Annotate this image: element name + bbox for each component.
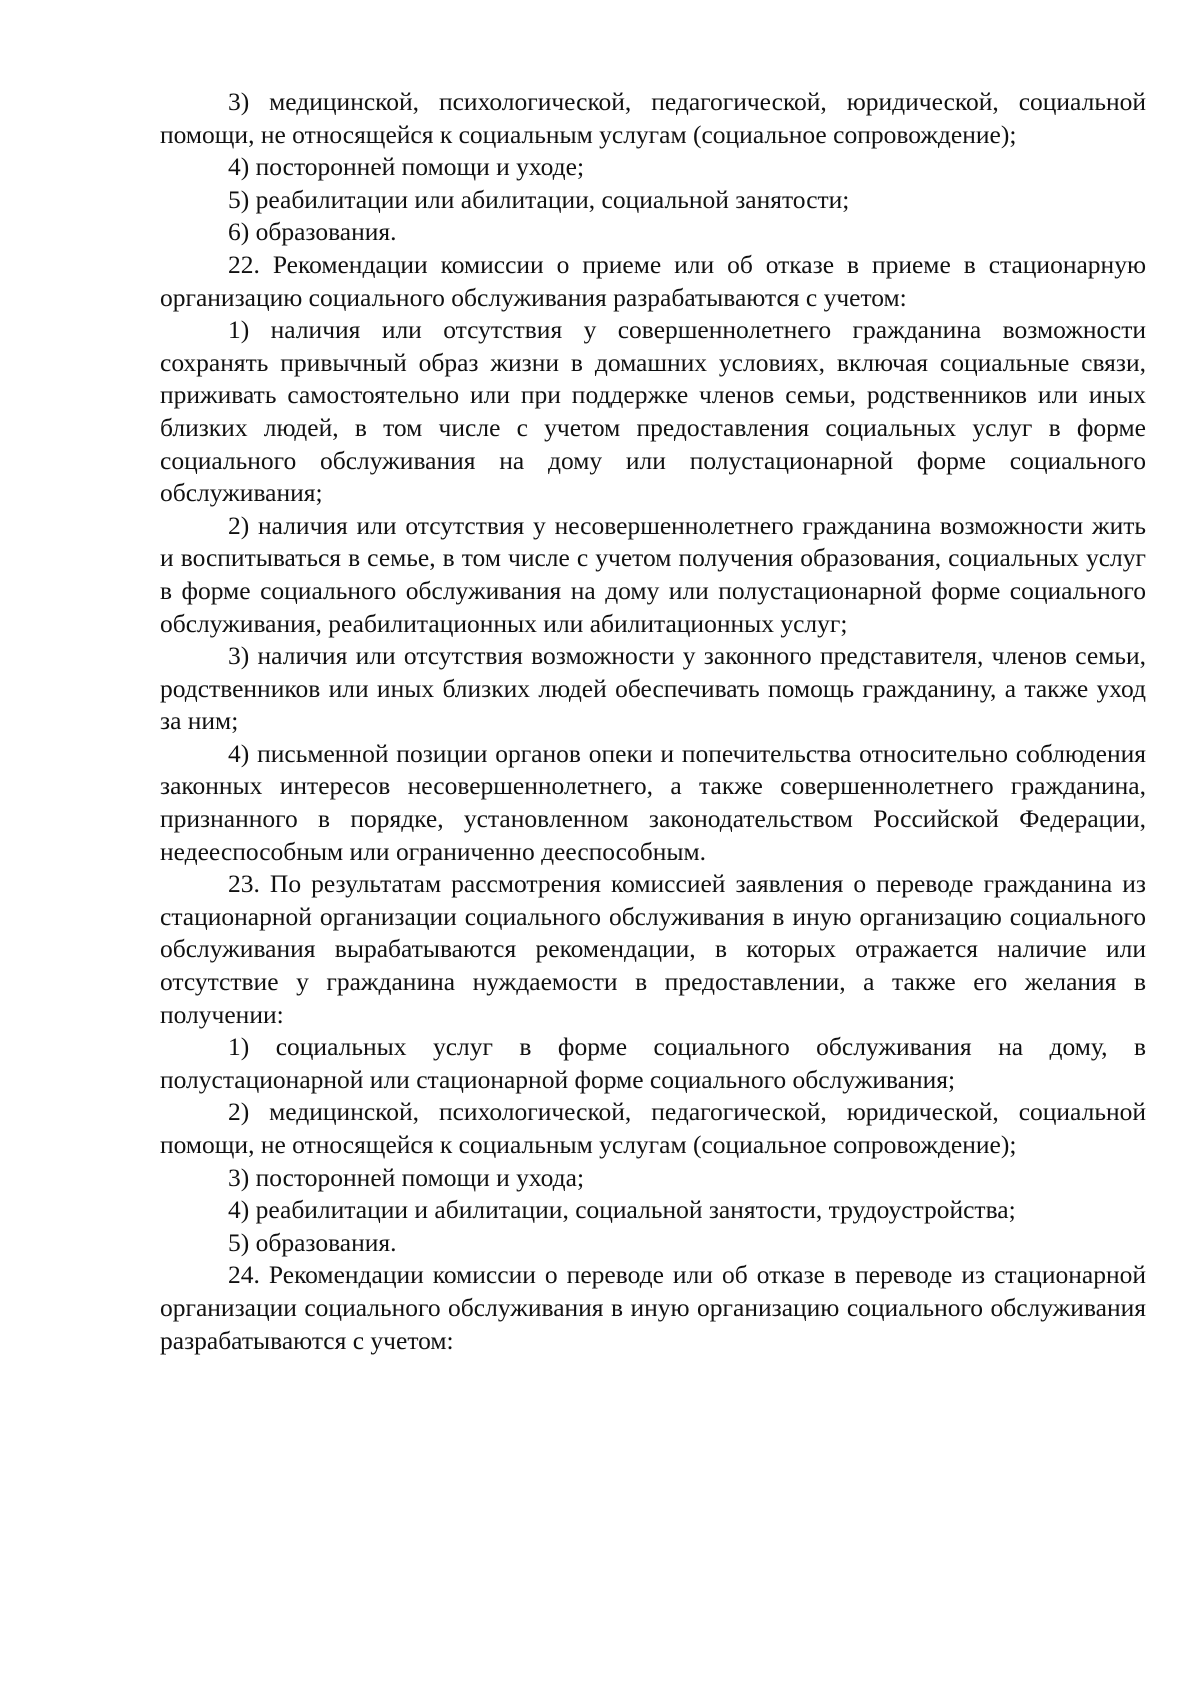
paragraph-item-5-rehabilitation: 5) реабилитации или абилитации, социальной занятости; — [228, 184, 850, 214]
paragraph-section-22: 22. Рекомендации комиссии о приеме или об отказе в приеме в стационарную организацию социального обслуживания разрабатываются с учетом: — [160, 249, 1146, 312]
paragraph-22-item-4: 4) письменной позиции органов опеки и попечительства относительно соблюдения законных интересов несовершеннолетнего, а также совершеннолетнего гражданина, признанного в порядке, установленном законодательством Российской Федерации, недееспособным или ограниченно дееспособным. — [160, 738, 1146, 866]
paragraph-23-item-3: 3) посторонней помощи и ухода; — [228, 1162, 585, 1192]
paragraph-22-item-2: 2) наличия или отсутствия у несовершеннолетнего гражданина возможности жить и воспитываться в семье, в том числе с учетом получения образования, социальных услуг в форме социального обслуживания на дому или полустационарной форме социального обслуживания, реабилитационных или абилитационных услуг; — [160, 510, 1146, 638]
document-page — [160, 86, 1146, 1357]
paragraph-22-item-3: 3) наличия или отсутствия возможности у законного представителя, членов семьи, родственников или иных близких людей обеспечивать помощь гражданину, а также уход за ним; — [160, 641, 1146, 736]
paragraph-23-item-2: 2) медицинской, психологической, педагогической, юридической, социальной помощи, не относящейся к социальным услугам (социальное сопровождение); — [160, 1097, 1146, 1159]
paragraph-23-item-1: 1) социальных услуг в форме социального обслуживания на дому, в полустационарной или стационарной форме социального обслуживания; — [160, 1032, 1146, 1094]
paragraph-item-6-education: 6) образования. — [228, 217, 397, 247]
paragraph-section-23: 23. По результатам рассмотрения комиссией заявления о переводе гражданина из стационарной организации социального обслуживания в иную организацию социального обслуживания вырабатываются рекомендации, в которых отражается наличие или отсутствие у гражданина нуждаемости в предоставлении, а также его желания в получении: — [160, 869, 1146, 1029]
paragraph-section-24: 24. Рекомендации комиссии о переводе или об отказе в переводе из стационарной организации социального обслуживания в иную организацию социального обслуживания разрабатываются с учетом: — [160, 1260, 1146, 1355]
paragraph-item-4-care: 4) посторонней помощи и уходе; — [228, 152, 585, 182]
paragraph-23-item-4: 4) реабилитации и абилитации, социальной занятости, трудоустройства; — [228, 1195, 1016, 1225]
paragraph-23-item-5: 5) образования. — [228, 1227, 397, 1257]
paragraph-item-3-assistance: 3) медицинской, психологической, педагогической, юридической, социальной помощи, не относящейся к социальным услугам (социальное сопровождение); — [160, 87, 1146, 149]
paragraph-22-item-1: 1) наличия или отсутствия у совершеннолетнего гражданина возможности сохранять привычный образ жизни в домашних условиях, включая социальные связи, приживать самостоятельно или при поддержке членов семьи, родственников или иных близких людей, в том числе с учетом предоставления социальных услуг в форме социального обслуживания на дому или полустационарной форме социального обслуживания; — [160, 315, 1146, 508]
